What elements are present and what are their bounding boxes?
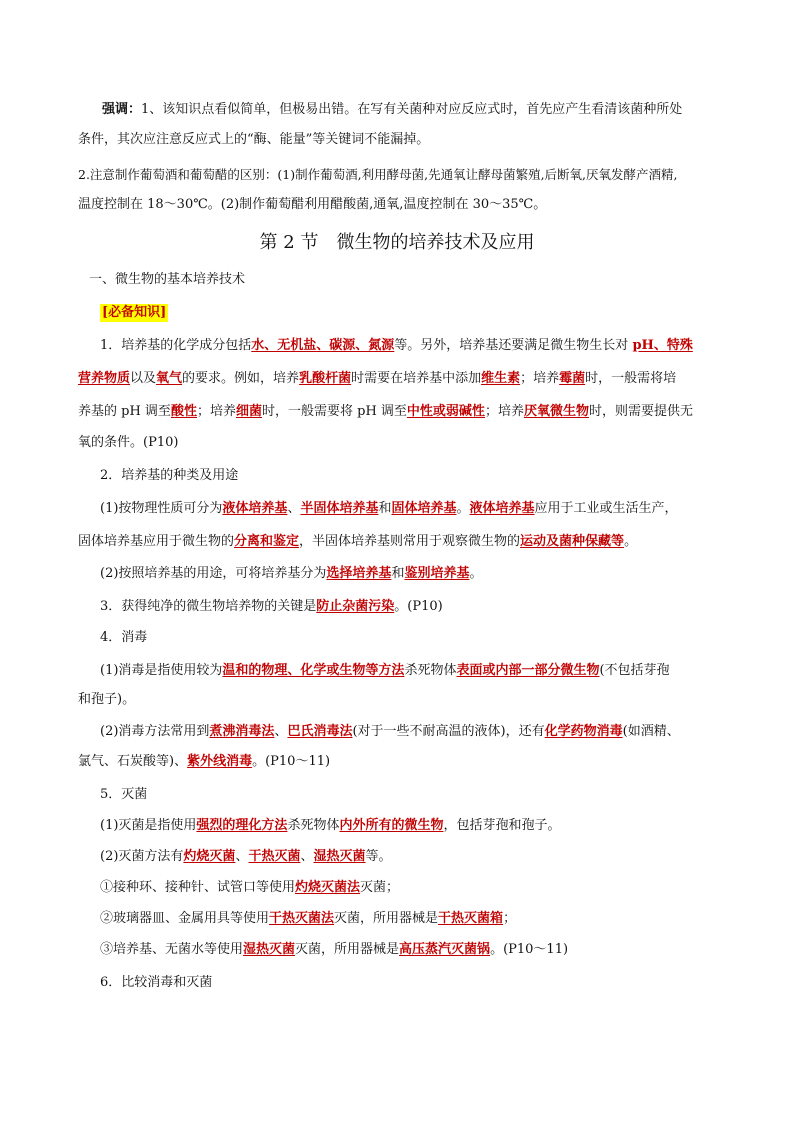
text-segment: 一、微生物的基本培养技术 — [89, 272, 246, 287]
key-term: 干热灭菌 — [248, 849, 301, 864]
text-line — [0, 941, 794, 959]
key-term: 细菌 — [235, 404, 262, 419]
text-segment: 。(P10～11) — [252, 754, 331, 769]
text-segment: 。 — [456, 501, 470, 516]
text-line — [0, 786, 794, 804]
text-segment: ，包括芽孢和孢子。 — [443, 818, 561, 833]
note-paragraph-line-2 — [0, 196, 794, 214]
key-term: 固体培养基 — [391, 501, 457, 516]
key-term: 水、无机盐、碳源、氮源 — [251, 338, 395, 353]
text-line — [0, 565, 794, 583]
text-segment: ；培养 — [196, 404, 236, 419]
key-term: 防止杂菌污染 — [316, 599, 395, 614]
text-segment: 等。 — [365, 849, 392, 864]
text-segment: ，半固体培养基则常用于观察微生物的 — [299, 534, 521, 549]
text-segment: 杀死物体 — [404, 663, 457, 678]
text-segment: 的要求。例如，培养 — [182, 371, 300, 386]
key-term: 中性或弱碱性 — [406, 404, 485, 419]
key-term: 干热灭菌法 — [269, 911, 335, 926]
text-segment: 。 — [469, 566, 483, 581]
text-segment: 氧的条件。(P10) — [78, 435, 179, 450]
key-term: pH、特殊 — [632, 338, 693, 353]
text-segment: 2.注意制作葡萄酒和葡萄醋的区别：(1)制作葡萄酒,利用酵母菌,先通氧让酵母菌繁殖,后断氧,厌氧发酵产酒精, — [78, 167, 678, 182]
text-segment: (不包括芽孢 — [599, 663, 670, 678]
key-term: 湿热灭菌 — [313, 849, 366, 864]
text-segment: 灭菌； — [360, 880, 400, 895]
subsection-heading — [0, 271, 794, 289]
key-term: 鉴别培养基 — [404, 566, 470, 581]
text-line — [0, 434, 794, 452]
text-line — [0, 403, 794, 421]
emphasis-paragraph-line-2 — [0, 131, 794, 149]
key-term: 内外所有的微生物 — [339, 818, 444, 833]
text-segment: 2．培养基的种类及用途 — [100, 468, 239, 483]
key-term: 维生素 — [481, 371, 521, 386]
text-segment: 固体培养基应用于微生物的 — [78, 534, 235, 549]
text-line — [0, 598, 794, 616]
text-segment: 条件，其次应注意反应式上的“酶、能量”等关键词不能漏掉。 — [78, 132, 430, 147]
text-segment: 以及 — [130, 371, 157, 386]
text-segment: 、 — [274, 724, 288, 739]
text-segment: 、 — [300, 849, 314, 864]
text-line — [0, 533, 794, 551]
text-line — [0, 848, 794, 866]
key-term: 表面或内部一部分微生物 — [456, 663, 600, 678]
text-segment: ③培养基、无菌水等使用 — [100, 942, 244, 957]
text-line — [0, 500, 794, 518]
text-segment: 灭菌，所用器械是 — [295, 942, 400, 957]
key-term: 氧气 — [156, 371, 183, 386]
key-term: 液体培养基 — [222, 501, 288, 516]
key-term: 分离和鉴定 — [234, 534, 300, 549]
key-term: 强烈的理化方法 — [196, 818, 288, 833]
text-segment: (如酒精、 — [622, 724, 680, 739]
emphasis-paragraph-line-1 — [0, 101, 794, 119]
key-term: 高压蒸汽灭菌锅 — [399, 942, 491, 957]
key-term: 煮沸消毒法 — [209, 724, 275, 739]
key-term: 酸性 — [170, 404, 197, 419]
text-segment: [必备知识] — [102, 305, 167, 320]
key-term: 湿热灭菌 — [243, 942, 296, 957]
key-term: 干热灭菌箱 — [438, 911, 504, 926]
key-term: 半固体培养基 — [300, 501, 379, 516]
text-segment: (1)按物理性质可分为 — [100, 501, 223, 516]
key-term: 化学药物消毒 — [544, 724, 623, 739]
key-term: 灼烧灭菌法 — [295, 880, 361, 895]
key-term: 乳酸杆菌 — [299, 371, 352, 386]
text-segment: 温度控制在 18～30℃。(2)制作葡萄醋利用醋酸菌,通氧,温度控制在 30～35℃。 — [78, 197, 547, 212]
text-line — [0, 974, 794, 992]
text-segment: 4．消毒 — [100, 630, 148, 645]
text-segment: ；培养 — [520, 371, 560, 386]
text-segment: (1)灭菌是指使用 — [100, 818, 197, 833]
text-segment: 。 — [624, 534, 638, 549]
text-segment: 应用于工业或生活生产， — [534, 501, 678, 516]
text-line — [0, 753, 794, 771]
key-term: 紫外线消毒 — [187, 754, 253, 769]
required-knowledge-tag — [0, 304, 794, 322]
text-segment: 5．灭菌 — [100, 787, 148, 802]
text-line — [0, 629, 794, 647]
text-line — [0, 370, 794, 388]
text-segment: 等。另外，培养基还要满足微生物生长对 — [394, 338, 629, 353]
text-segment: (1)消毒是指使用较为 — [100, 663, 223, 678]
text-segment: ；培养 — [484, 404, 524, 419]
text-segment: 氯气、石炭酸等)、 — [78, 754, 188, 769]
text-line — [0, 467, 794, 485]
section-title: 第 2 节 微生物的培养技术及应用 — [259, 232, 535, 253]
emphasis-label: 强调： — [102, 102, 142, 117]
text-segment: 时，一般需将培 — [585, 371, 677, 386]
text-segment: ； — [503, 911, 517, 926]
text-segment: (2)按照培养基的用途，可将培养基分为 — [100, 566, 327, 581]
text-segment: 1．培养基的化学成分包括 — [100, 338, 252, 353]
text-segment: 时，则需要提供无 — [588, 404, 693, 419]
key-term: 厌氧微生物 — [523, 404, 589, 419]
text-segment: 3．获得纯净的微生物培养物的关键是 — [100, 599, 317, 614]
text-segment: 和 — [391, 566, 405, 581]
text-line — [0, 723, 794, 741]
text-segment: 、 — [287, 501, 301, 516]
text-line — [0, 337, 794, 355]
text-segment: 时，一般需要将 pH 调至 — [261, 404, 407, 419]
text-segment: 1、该知识点看似简单，但极易出错。在写有关菌种对应反应式时，首先应产生看清该菌种所处 — [141, 102, 683, 117]
key-term: 温和的物理、化学或生物等方法 — [222, 663, 405, 678]
text-line — [0, 662, 794, 680]
text-segment: 时需要在培养基中添加 — [351, 371, 482, 386]
key-term: 选择培养基 — [326, 566, 392, 581]
key-term: 运动及菌种保藏等 — [520, 534, 625, 549]
text-segment: 灭菌，所用器械是 — [334, 911, 439, 926]
key-term: 液体培养基 — [469, 501, 535, 516]
text-line — [0, 817, 794, 835]
text-segment: 、 — [235, 849, 249, 864]
key-term: 营养物质 — [78, 371, 131, 386]
text-segment: (2)消毒方法常用到 — [100, 724, 210, 739]
text-segment: 。(P10～11) — [490, 942, 569, 957]
text-segment: 杀死物体 — [287, 818, 340, 833]
text-line — [0, 691, 794, 709]
text-segment: 和 — [378, 501, 392, 516]
text-segment: 养基的 pH 调至 — [78, 404, 171, 419]
text-segment: ②玻璃器皿、金属用具等使用 — [100, 911, 270, 926]
text-segment: (2)灭菌方法有 — [100, 849, 184, 864]
text-segment: 6．比较消毒和灭菌 — [100, 975, 213, 990]
key-term: 霉菌 — [559, 371, 586, 386]
text-line — [0, 910, 794, 928]
text-segment: 和孢子)。 — [78, 692, 136, 707]
text-segment: (对于一些不耐高温的液体)，还有 — [352, 724, 545, 739]
key-term: 巴氏消毒法 — [287, 724, 353, 739]
text-segment: 。(P10) — [394, 599, 443, 614]
key-term: 灼烧灭菌 — [183, 849, 236, 864]
text-segment: ①接种环、接种针、试管口等使用 — [100, 880, 296, 895]
note-paragraph-line-1 — [0, 166, 794, 184]
text-line — [0, 879, 794, 897]
